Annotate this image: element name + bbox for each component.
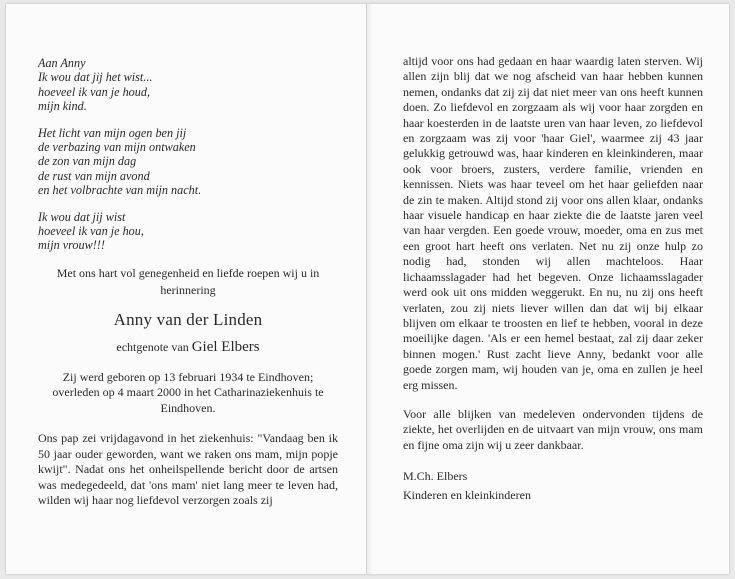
right-page bbox=[403, 54, 703, 505]
poem-line: hoeveel ik van je hou, bbox=[38, 224, 144, 239]
signature-line: Kinderen en kleinkinderen bbox=[403, 488, 531, 503]
card-fold-shadow bbox=[367, 4, 373, 574]
poem-line: Het licht van mijn ogen ben jij bbox=[38, 125, 187, 140]
signature bbox=[403, 467, 703, 505]
spouse-line bbox=[38, 337, 338, 357]
poem-line: hoeveel ik van je houd, bbox=[38, 84, 151, 99]
poem-line: de verbazing van mijn ontwaken bbox=[38, 140, 196, 155]
left-page bbox=[38, 56, 338, 508]
poem-line: de zon van mijn dag bbox=[38, 154, 137, 169]
life-dates: Zij werd geboren op 13 februari 1934 te Eindhoven; overleden op 4 maart 2000 in het Catharinaziekenhuis te Eindhoven. bbox=[52, 369, 324, 415]
left-body-text: Ons pap zei vrijdagavond in het ziekenhuis: "Vandaag ben ik 50 jaar ouder geworden, want we raken ons mam, mijn popje kwijt". Nadat ons het onheilspellende bericht door de artsen was medegedeeld, dat 'ons mam' niet lang meer te leven had, wilden wij haar nog liefdevol verzorgen zoals zij bbox=[38, 431, 338, 507]
poem-line: Aan Anny bbox=[38, 56, 86, 70]
poem-line: en het volbrachte van mijn nacht. bbox=[38, 183, 202, 198]
poem-line: mijn kind. bbox=[38, 99, 87, 114]
signature-line: M.Ch. Elbers bbox=[403, 469, 468, 484]
right-body-text: altijd voor ons had gedaan en haar waardig laten sterven. Wij allen zijn blij dat we nog afscheid van haar hebben kunnen nemen, ondanks dat zij zij dat niet meer van ons heeft kunnen doen. Zo liefdevol en zorgzaam als wij voor haar zorgden en haar koesterden in de laatste uren van haar leven, zo liefdevol en zorgzaam was zij voor 'haar Giel', waarmee zij 43 jaar gelukkig getrouwd was, haar kinderen en kleinkinderen, maar ook voor broers, zusters, verdere familie, vrienden en kennissen. Niets was haar teveel om het haar geliefden naar de zin te maken. Altijd stond zij voor ons allen klaar, ondanks haar visuele handicap en haar ziekte die de laatste jaren veel van haar vergden. Een goede vrouw, moeder, oma en zus met een groot hart heeft ons verlaten. Net nu zij onze hulp zo nodig had, stonden wij allen machteloos. Haar lichaamsslagader had het begeven. Onze lichaamsslagader werd ook uit ons midden weggerukt. En nu, nu zij ons heeft verlaten, zou zij niets liever willen dan dat wij bij elkaar blijven om elkaar te troosten en lief te hebben, vooral in deze moeilijke dagen. 'Als er een hemel bestaat, zal zij daar zeker binnen mogen.' Rust zacht lieve Anny, bedankt voor alle goede zorgen mam, wij houden van je, oma en zullen je heel erg missen. bbox=[403, 54, 703, 392]
poem-stanza-2 bbox=[38, 126, 338, 198]
poem-line: de rust van mijn avond bbox=[38, 168, 150, 183]
spouse-name: Giel Elbers bbox=[191, 338, 260, 355]
poem-stanza-3 bbox=[38, 210, 338, 253]
deceased-name: Anny van der Linden bbox=[113, 309, 263, 329]
thanks-text: Voor alle blijken van medeleven ondervonden tijdens de ziekte, het overlijden en de uitvaart van mijn vrouw, ons mam en fijne oma zijn wij u zeer dankbaar. bbox=[403, 406, 703, 452]
poem-line: Ik wou dat jij wist bbox=[38, 209, 126, 224]
poem bbox=[38, 56, 338, 253]
poem-line: mijn vrouw!!! bbox=[38, 238, 105, 253]
intro-text: Met ons hart vol genegenheid en liefde roepen wij u in herinnering bbox=[56, 265, 320, 297]
poem-stanza-1 bbox=[38, 56, 338, 114]
poem-line: Ik wou dat jij het wist... bbox=[38, 70, 153, 85]
spouse-prefix: echtgenote van bbox=[116, 339, 189, 354]
